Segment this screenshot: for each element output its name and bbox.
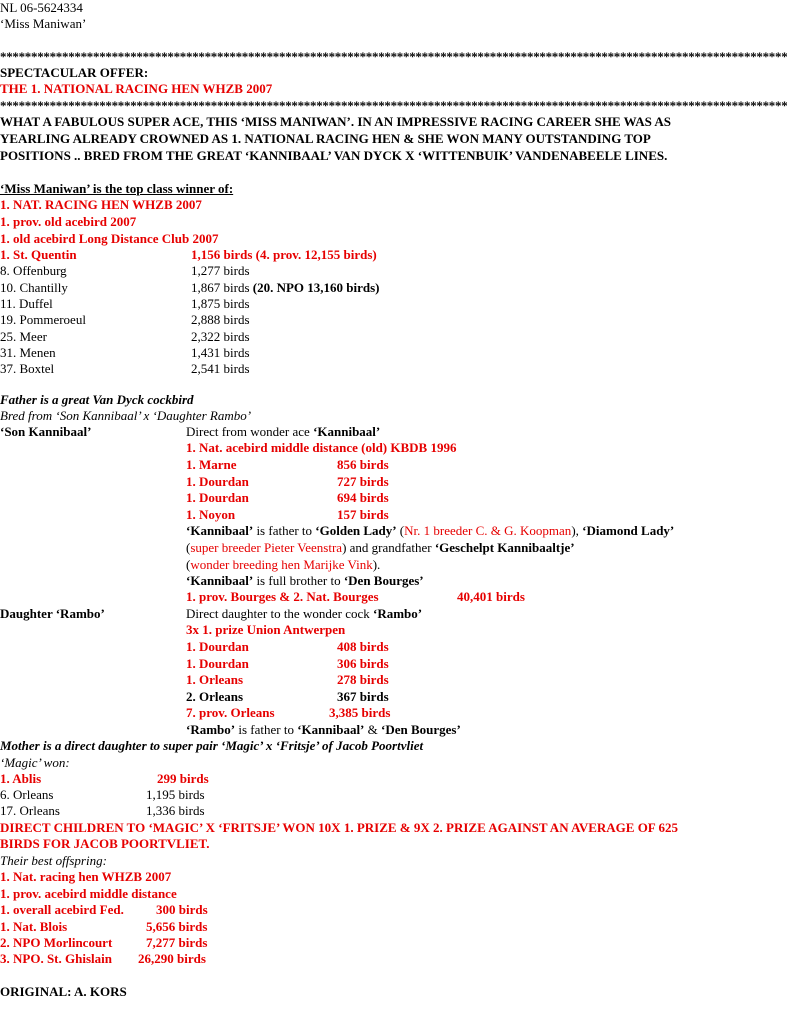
r-result-birds: 3,385 birds [329,705,391,721]
dau-direct-line [186,606,704,622]
result-birds-group [191,280,380,296]
r-result-row [186,705,704,722]
divider-stars: ******************************************************************************************************************************* [0,48,787,64]
result-place: 10. Chantilly [0,279,68,295]
r-result-row [186,639,704,656]
result-birds: 1,156 birds (4. prov. 12,155 birds) [191,247,377,263]
offspring-place: 1. Nat. Blois [0,918,68,934]
result-place: 1. St. Quentin [0,247,77,263]
daughter-rambo-block [0,606,704,738]
offspring-heading: Their best offspring: [0,852,107,868]
divider-stars: ******************************************************************************************************************************* [0,97,787,113]
k-result-row [186,507,704,524]
m-result-place: 17. Orleans [0,803,60,819]
title-line: 1. old acebird Long Distance Club 2007 [0,230,219,246]
bourges-line [186,589,704,606]
r-result-place: 2. Orleans [186,688,244,704]
kannibaal-brother-line [186,573,704,589]
brother-part: ‘Kannibaal’ [186,573,254,589]
note-part: ‘Golden Lady’ [315,523,397,539]
rambo-part: ‘Rambo’ [186,721,236,737]
result-place: 19. Pommeroeul [0,312,86,328]
m-result-row [0,803,704,819]
kannibaal-offspring-note [186,523,704,573]
result-row [0,280,704,296]
dau-direct-text: Direct daughter to the wonder cock [186,606,373,622]
note-part: ‘Geschelpt Kannibaaltje’ [434,540,575,555]
note-part: ). [372,556,381,572]
father-heading: Father is a great Van Dyck cockbird [0,391,194,407]
note-part: is father to [253,523,316,539]
winner-heading: ‘Miss Maniwan’ is the top class winner of: [0,181,234,197]
r-result-birds: 367 birds [337,688,389,704]
result-birds: 1,875 birds [191,296,250,312]
r-result-place: 1. Orleans [186,672,244,688]
result-row [0,296,704,312]
result-place: 25. Meer [0,328,47,344]
r-result-row [186,689,704,706]
k-result-row [186,474,704,491]
r-result-birds: 408 birds [337,638,389,654]
dau-direct-name: ‘Rambo’ [372,606,423,622]
k-result-place: 1. Dourdan [186,473,249,489]
note-part: ( [396,523,405,539]
offspring-line: 1. Nat. racing hen WHZB 2007 [0,869,172,885]
offspring-birds: 5,656 birds [146,918,208,934]
result-row [0,329,704,345]
intro-paragraph: WHAT A FABULOUS SUPER ACE, THIS ‘MISS MANIWAN’. IN AN IMPRESSIVE RACING CAREER SHE WAS AS YEARLING ALREADY CROWNED AS 1. NATIONAL RACING HEN & SHE WON MANY OUTSTANDING TOP POSITIONS .. BRED FROM THE GREAT ‘KANNIBAAL’ VAN DYCK X ‘WITTENBUIK’ VANDENABEELE LINES. [0,114,671,163]
son-direct-name: ‘Kannibaal’ [313,424,381,440]
brother-part: is full brother to [253,573,344,589]
kbdb-title: 1. Nat. acebird middle distance (old) KBDB 1996 [186,440,457,456]
union-title: 3x 1. prize Union Antwerpen [186,622,346,638]
r-result-row [186,672,704,689]
note-part: ( [186,556,191,572]
result-birds: 2,541 birds [191,361,250,377]
k-result-birds: 694 birds [337,490,389,506]
son-direct-text: Direct from wonder ace [186,424,314,440]
result-row [0,312,704,328]
mother-heading: Mother is a direct daughter to super pair ‘Magic’ x ‘Fritsje’ of Jacob Poortvliet [0,738,424,754]
k-result-birds: 727 birds [337,473,389,489]
rambo-part: ‘Kannibaal’ [297,721,365,737]
note-part: ) and grandfather [342,540,435,555]
m-result-place: 1. Ablis [0,770,42,786]
note-part: ‘Diamond Lady’ [582,523,675,539]
offspring-birds: 7,277 birds [146,934,208,950]
note-part: ), [571,523,583,539]
offspring-row [0,902,704,918]
children-statement: DIRECT CHILDREN TO ‘MAGIC’ X ‘FRITSJE’ WON 10X 1. PRIZE & 9X 2. PRIZE AGAINST AN AVERAGE OF 625 BIRDS FOR JACOB POORTVLIET. [0,819,679,852]
note-part: Nr. 1 breeder C. & G. Koopman [404,523,572,539]
k-result-place: 1. Noyon [186,506,236,522]
k-result-birds: 157 birds [337,506,389,522]
brother-part: ‘Den Bourges’ [343,573,424,589]
result-place: 11. Duffel [0,296,53,312]
pigeon-name: ‘Miss Maniwan’ [0,16,87,32]
k-result-place: 1. Marne [186,457,237,473]
result-birds: 1,277 birds [191,263,250,279]
offspring-birds: 26,290 birds [138,951,206,967]
offer-title: THE 1. NATIONAL RACING HEN WHZB 2007 [0,81,273,97]
m-result-birds: 299 birds [157,770,209,786]
m-result-row [0,787,704,803]
note-part: wonder breeding hen Marijke Vink [190,556,373,572]
k-result-row [186,457,704,474]
magic-won: ‘Magic’ won: [0,754,70,770]
result-birds: 2,888 birds [191,312,250,328]
result-row [0,263,704,279]
son-direct-line [186,424,704,440]
result-row [0,345,704,361]
bourges-birds: 40,401 birds [457,589,525,605]
k-result-place: 1. Dourdan [186,490,249,506]
r-result-birds: 306 birds [337,655,389,671]
r-result-place: 7. prov. Orleans [186,705,275,721]
offspring-place: 2. NPO Morlincourt [0,934,113,950]
r-result-place: 1. Dourdan [186,655,249,671]
result-place: 37. Boxtel [0,361,55,377]
offspring-row [0,935,704,951]
k-result-birds: 856 birds [337,457,389,473]
rambo-father-line [186,722,704,738]
result-row [0,361,704,377]
offer-label: SPECTACULAR OFFER: [0,65,149,81]
offspring-row [0,919,704,935]
m-result-birds: 1,195 birds [146,787,205,803]
father-bred: Bred from ‘Son Kannibaal’ x ‘Daughter Rambo’ [0,407,252,423]
r-result-place: 1. Dourdan [186,638,249,654]
bourges-text: 1. prov. Bourges & 2. Nat. Bourges [186,589,379,605]
k-result-row [186,490,704,507]
result-birds: 2,322 birds [191,328,250,344]
result-birds: 1,431 birds [191,344,250,360]
title-line: 1. NAT. RACING HEN WHZB 2007 [0,197,202,213]
son-kannibaal-label: ‘Son Kannibaal’ [0,424,92,440]
ring-number: NL 06-5624334 [0,0,83,15]
result-place: 31. Menen [0,344,56,360]
m-result-row [0,771,704,787]
result-place: 8. Offenburg [0,263,67,279]
offspring-line: 1. prov. acebird middle distance [0,885,177,901]
original-credit: ORIGINAL: A. KORS [0,983,127,999]
offspring-birds: 300 birds [156,902,208,918]
rambo-part: & [364,721,382,737]
son-kannibaal-block [0,424,704,606]
r-result-birds: 278 birds [337,672,389,688]
note-part: super breeder Pieter Veenstra [190,540,343,555]
rambo-part: ‘Den Bourges’ [381,721,461,737]
offspring-row [0,951,704,967]
rambo-part: is father to [235,721,298,737]
result-row [0,247,704,263]
m-result-place: 6. Orleans [0,787,54,803]
r-result-row [186,656,704,673]
result-extra: (20. NPO 13,160 birds) [252,279,380,295]
m-result-birds: 1,336 birds [146,803,205,819]
offspring-place: 3. NPO. St. Ghislain [0,951,112,967]
result-birds: 1,867 birds [191,279,250,295]
offspring-place: 1. overall acebird Fed. [0,902,124,918]
note-part: ‘Kannibaal’ [186,523,254,539]
daughter-rambo-label: Daughter ‘Rambo’ [0,606,105,622]
title-line: 1. prov. old acebird 2007 [0,213,137,229]
note-part: ( [186,540,191,555]
